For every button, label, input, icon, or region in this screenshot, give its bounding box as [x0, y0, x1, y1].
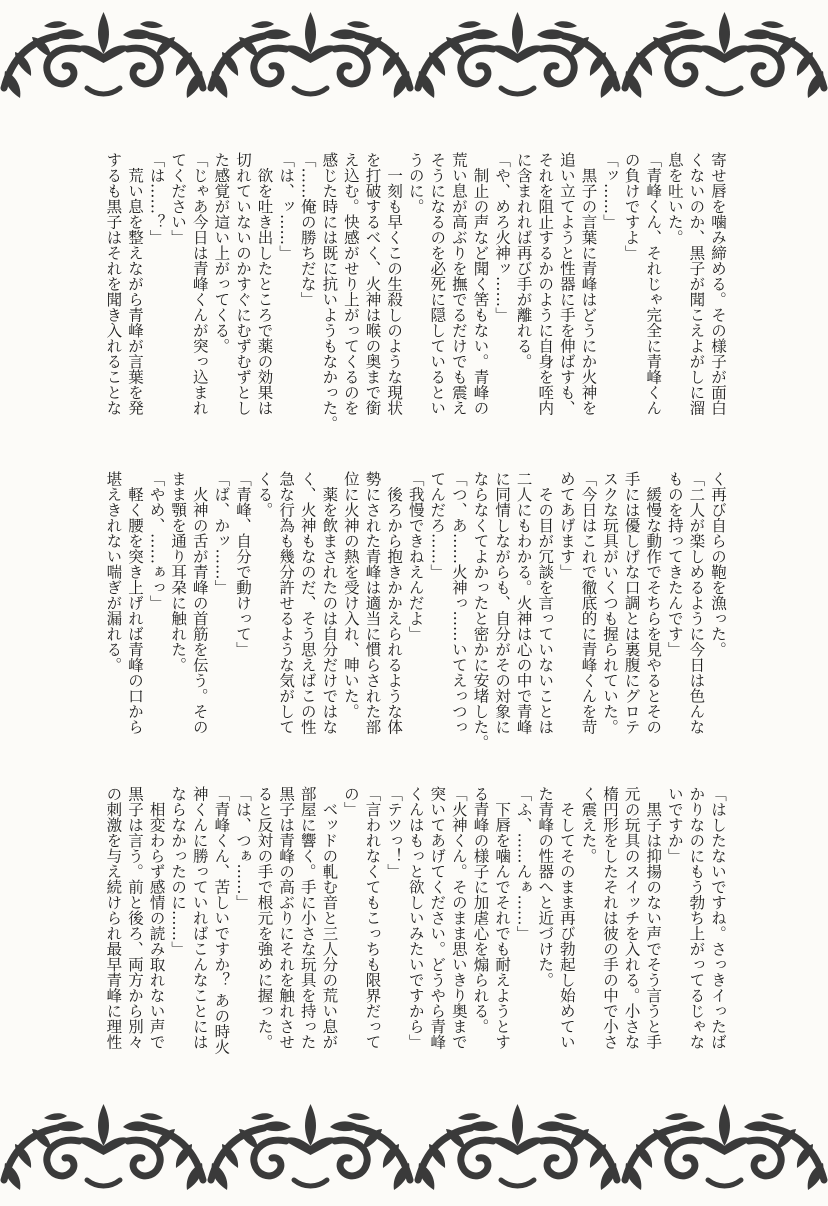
text-line: 「二人が楽しめるように今日は色んな: [687, 471, 706, 735]
text-line: 荒い息が高ぶりを撫でるだけでも震え: [449, 152, 468, 416]
text-line: 下唇を噛んでそれでも耐えようとす: [493, 786, 512, 1050]
text-line: スクな玩具がいくつも握られていた。: [601, 471, 620, 735]
text-block-2: [102, 471, 728, 750]
text-line: 「我慢できねえんだよ」: [406, 471, 425, 642]
text-line: 「青峰くん、それじゃ完全に青峰くん: [644, 152, 663, 416]
text-line: の刺激を与え続けられ最早青峰に理性: [104, 786, 123, 1050]
text-line: まま顎を通り耳朶に触れた。: [169, 471, 188, 673]
text-line: 「はしたないですね。さっきイったば: [709, 786, 727, 1050]
text-line: いですか」: [665, 786, 684, 864]
text-line: の負けですよ」: [622, 152, 641, 261]
text-line: え込む。快感がせり上がってくるのを: [341, 152, 360, 416]
text-line: の」: [341, 786, 360, 817]
text-line: 「は……？」: [147, 152, 166, 245]
text-line: 感じた時には既に抗いようもなかった。: [320, 152, 339, 431]
text-line: 堪えきれない喘ぎが漏れる。: [104, 471, 123, 673]
text-line: 「じゃあ今日は青峰くんが突っ込まれ: [190, 152, 209, 416]
text-line: る青峰の様子に加虐心を煽られる。: [471, 786, 490, 1034]
text-line: 「青峰、自分で動けって」: [233, 471, 252, 657]
text-line: 「は、ッ……」: [277, 152, 296, 261]
text-line: 黒子は抑揚のない声でそう言うと手: [644, 786, 663, 1050]
text-line: 二人にもわかる。火神は心の中で青峰: [514, 471, 533, 735]
text-line: 急な行為も幾分許せるような気がして: [277, 471, 296, 735]
text-line: 「テツっ！」: [385, 786, 404, 879]
text-line: するも黒子はそれを聞き入れることな: [104, 152, 123, 416]
text-line: 楕円形をしたそれは彼の手の中で小さ: [601, 786, 620, 1050]
text-line: うのに。: [406, 152, 425, 214]
text-line: 「つ、あ……火神っ……いてえっつっ: [449, 471, 468, 735]
text-line: 「火神くん。そのまま思いきり奥まで: [449, 786, 468, 1050]
text-line: 「ば、かッ……」: [212, 471, 231, 595]
text-line: 欲を吐き出したところで薬の効果は: [255, 152, 274, 416]
text-line: 切れていないのかすぐにむずむずとし: [233, 152, 252, 416]
text-line: 「言われなくてもこっちも限界だって: [363, 786, 382, 1050]
text-line: 薬を飲まされたのは自分だけではな: [320, 471, 339, 735]
text-line: 黒子の言葉に青峰はどうにか火神を: [579, 152, 598, 416]
text-line: 軽く腰を突き上げれば青峰の口から: [125, 471, 144, 735]
text-line: く、火神もなのだ、そう思えばこの性: [298, 471, 317, 735]
text-line: ならなかったのに……」: [169, 786, 188, 957]
text-block-1: [102, 152, 728, 431]
text-line: ベッドの軋む音と三人分の荒い息が: [320, 786, 339, 1050]
text-line: くる。: [255, 471, 274, 518]
text-line: それを阻止するかのように自身を咥内: [536, 152, 555, 416]
text-line: 「やめ、……ぁっ」: [147, 471, 166, 611]
text-line: かりなのにもう勃ち上がってるじゃな: [687, 786, 706, 1050]
text-line: 神くんに勝っていればこんなことには: [190, 786, 209, 1050]
text-line: そうになるのを必死に隠しているとい: [428, 152, 447, 416]
floral-border-top-ornament: [0, 8, 828, 100]
text-line: 黒子は青峰の高ぶりにそれを触れさせ: [277, 786, 296, 1050]
text-line: た感覚が這い上がってくる。: [212, 152, 231, 354]
text-line: その目が冗談を言っていないことは: [536, 471, 555, 735]
text-line: 黒子は言う。前と後ろ、両方から別々: [125, 786, 144, 1050]
text-line: てください」: [169, 152, 188, 245]
text-line: 手には優しげな口調とは裏腹にグロテ: [622, 471, 641, 735]
text-line: 後ろから抱きかかえられるような体: [385, 471, 404, 735]
text-line: 勢にされた青峰は適当に慣らされた部: [363, 471, 382, 735]
text-line: に同情しながらも、自分がその対象に: [493, 471, 512, 735]
text-line: 突いてあげてください。どうやら青峰: [428, 786, 447, 1050]
text-line: 追い立てようと性器に手を伸ばすも、: [557, 152, 576, 416]
text-line: 緩慢な動作でそちらを見やるとその: [644, 471, 663, 735]
text-line: 部屋に響く。手に小さな玩具を持った: [298, 786, 317, 1050]
text-line: てんだろ……」: [428, 471, 447, 580]
text-line: を打破するべく、火神は喉の奥まで銜: [363, 152, 382, 416]
text-line: 「や、めろ火神ッ……」: [493, 152, 512, 323]
text-line: 「ふ、……んぁ……」: [514, 786, 533, 941]
text-line: 相変わらず感情の読み取れない声で: [147, 786, 166, 1050]
text-line: 寄せ唇を噛み締める。その様子が面白: [709, 152, 727, 416]
text-block-3: [102, 786, 728, 1056]
text-line: 位に火神の熱を受け入れ、呻いた。: [341, 471, 360, 719]
text-line: 元の玩具のスイッチを入れる。小さな: [622, 786, 641, 1050]
text-line: 「ッ……」: [601, 152, 620, 230]
floral-border-bottom-ornament: [0, 1100, 828, 1192]
text-line: 「青峰くん、苦しいですか？ あの時火: [212, 786, 231, 1055]
text-line: に含まれれば再び手が離れる。: [514, 152, 533, 369]
text-line: 火神の舌が青峰の首筋を伝う。その: [190, 471, 209, 735]
text-line: めてあげます」: [557, 471, 576, 580]
text-line: くんはもっと欲しいみたいですから」: [406, 786, 425, 1050]
text-line: くないのか、黒子が聞こえよがしに溜: [687, 152, 706, 416]
text-line: く震えた。: [579, 786, 598, 864]
text-line: く再び自らの鞄を漁った。: [709, 471, 727, 657]
text-line: 「今日はこれで徹底的に青峰くんを苛: [579, 471, 598, 735]
text-line: ものを持ってきたんです」: [665, 471, 684, 657]
text-line: た青峰の性器へと近づけた。: [536, 786, 555, 988]
text-line: 一刻も早くこの生殺しのような現状: [385, 152, 404, 416]
text-line: 息を吐いた。: [665, 152, 684, 245]
text-line: 「……俺の勝ちだな」: [298, 152, 317, 307]
text-line: ると反対の手で根元を強めに握った。: [255, 786, 274, 1050]
text-line: 「は、つぁ……」: [233, 786, 252, 910]
text-line: ならなくてよかったと密かに安堵した。: [471, 471, 490, 750]
text-line: 荒い息を整えながら青峰が言葉を発: [125, 152, 144, 416]
text-line: 制止の声など聞く筈もない。青峰の: [471, 152, 490, 416]
text-line: そしてそのまま再び勃起し始めてい: [557, 786, 576, 1050]
